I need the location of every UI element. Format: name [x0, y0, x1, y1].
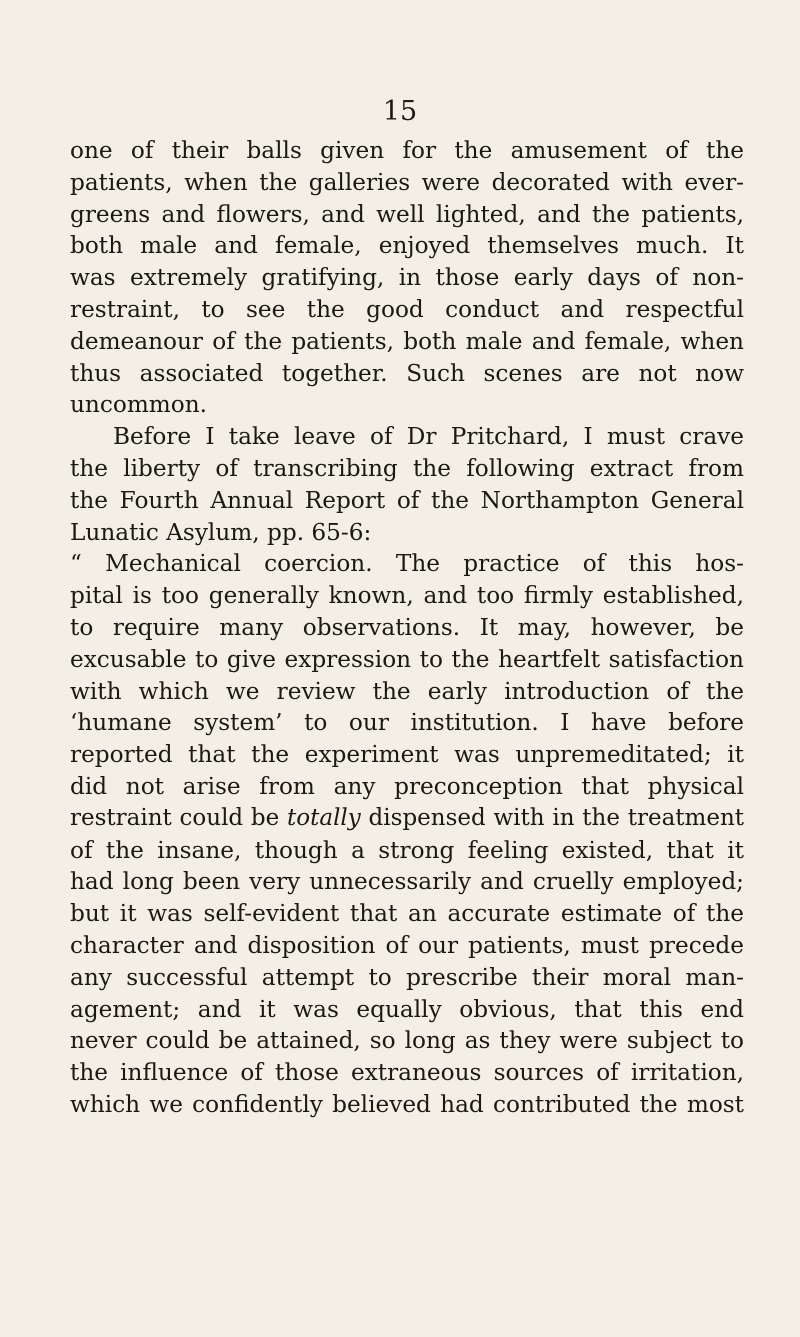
text-line: greens and flowers, and well lighted, and the patients, [70, 200, 744, 228]
text-line: character and disposition of our patients, must precede [70, 931, 744, 959]
text-line: one of their balls given for the amusement of the [70, 137, 744, 164]
text-line: but it was self-evident that an accurate estimate of the [70, 900, 744, 928]
text-line: the liberty of transcribing the following extract from [70, 454, 744, 482]
text-line: the influence of those extraneous sources of irritation, [70, 1059, 744, 1087]
text-line: never could be attained, so long as they were subject to [70, 1027, 744, 1055]
text-line: to require many observations. It may, however, be [70, 613, 744, 641]
text-line: was extremely gratifying, in those early days of non- [70, 264, 744, 292]
text-line: demeanour of the patients, both male and female, when [70, 327, 744, 355]
text-line: did not arise from any preconception that physical [70, 772, 744, 800]
text-line: Before I take leave of Dr Pritchard, I must crave [113, 423, 744, 451]
text-line: excusable to give expression to the heartfelt satisfaction [70, 645, 744, 673]
text-line: of the insane, though a strong feeling existed, that it [70, 836, 744, 864]
text-line: “ Mechanical coercion. The practice of this hos- [70, 550, 744, 578]
text-line: agement; and it was equally obvious, that this end [70, 995, 744, 1023]
text-line: patients, when the galleries were decorated with ever- [70, 168, 744, 196]
text-line: with which we review the early introduction of the [70, 677, 744, 705]
text-line: any successful attempt to prescribe their moral man- [70, 963, 744, 991]
text-line: which we confidently believed had contributed the most [70, 1090, 744, 1118]
text-line: Lunatic Asylum, pp. 65-6: [70, 518, 372, 546]
text-segment: restraint could be [70, 804, 288, 831]
page-number: 15 [382, 96, 418, 127]
italic-emphasis: totally [287, 804, 361, 831]
text-line: uncommon. [70, 391, 208, 419]
text-line: the Fourth Annual Report of the Northampton General [70, 486, 744, 514]
text-line: restraint, to see the good conduct and respectful [70, 295, 744, 323]
text-line: thus associated together. Such scenes are not now [70, 359, 744, 387]
text-segment: dispensed with in the treatment [360, 804, 744, 831]
text-line [70, 803, 744, 835]
text-line: had long been very unnecessarily and cruelly employed; [70, 868, 744, 896]
text-line: ‘humane system’ to our institution. I have before [70, 709, 744, 737]
text-line: both male and female, enjoyed themselves much. It [70, 232, 744, 260]
text-line: pital is too generally known, and too firmly established, [70, 582, 744, 610]
body-text [70, 135, 744, 1121]
text-line: reported that the experiment was unpremeditated; it [70, 741, 744, 769]
